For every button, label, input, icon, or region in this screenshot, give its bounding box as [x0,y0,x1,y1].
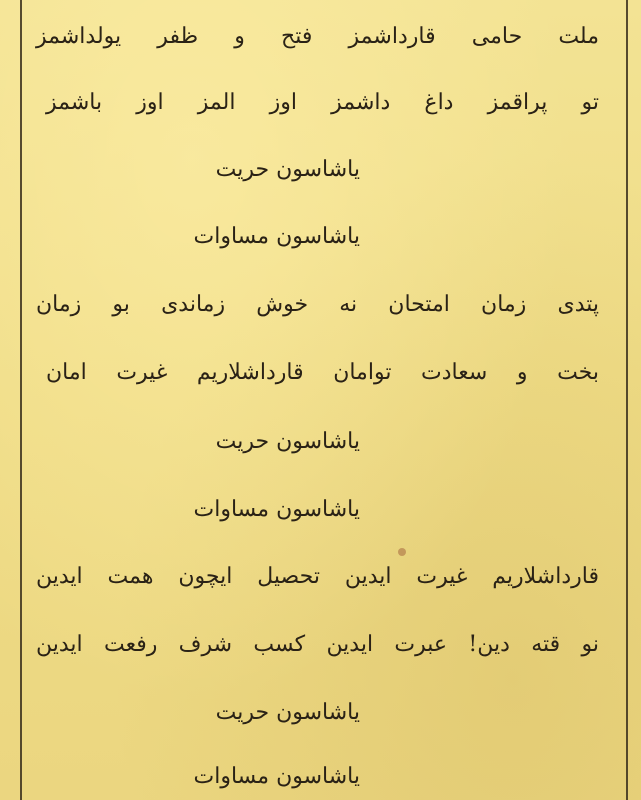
refrain-musavat-2: یاشاسون مساوات [193,497,360,522]
left-margin-rule [20,0,22,800]
right-margin-rule [626,0,628,800]
refrain-hurriyet-1: یاشاسون حریت [215,157,360,182]
refrain-musavat-3: یاشاسون مساوات [193,764,360,789]
verse-line-2: تو پراقمز داغ داشمز اوز المز اوز باشمز [46,90,599,115]
verse-line-1: ملت حامی قارداشمز فتح و ظفر یولداشمز [36,24,599,49]
refrain-hurriyet-2: یاشاسون حریت [215,429,360,454]
verse-line-6: نو قته دین! عبرت ایدین کسب شرف رفعت ایدین [36,632,599,657]
verse-line-3: پتدی زمان امتحان نه خوش زماندی بو زمان [36,292,599,317]
verse-line-5: قارداشلاریم غیرت ایدین تحصیل ایچون همت ایدین [36,564,599,589]
refrain-musavat-1: یاشاسون مساوات [193,224,360,249]
verse-line-4: بخت و سعادت توامان قارداشلاریم غیرت امان [46,360,599,385]
refrain-hurriyet-3: یاشاسون حریت [215,700,360,725]
ink-stain [398,548,406,556]
